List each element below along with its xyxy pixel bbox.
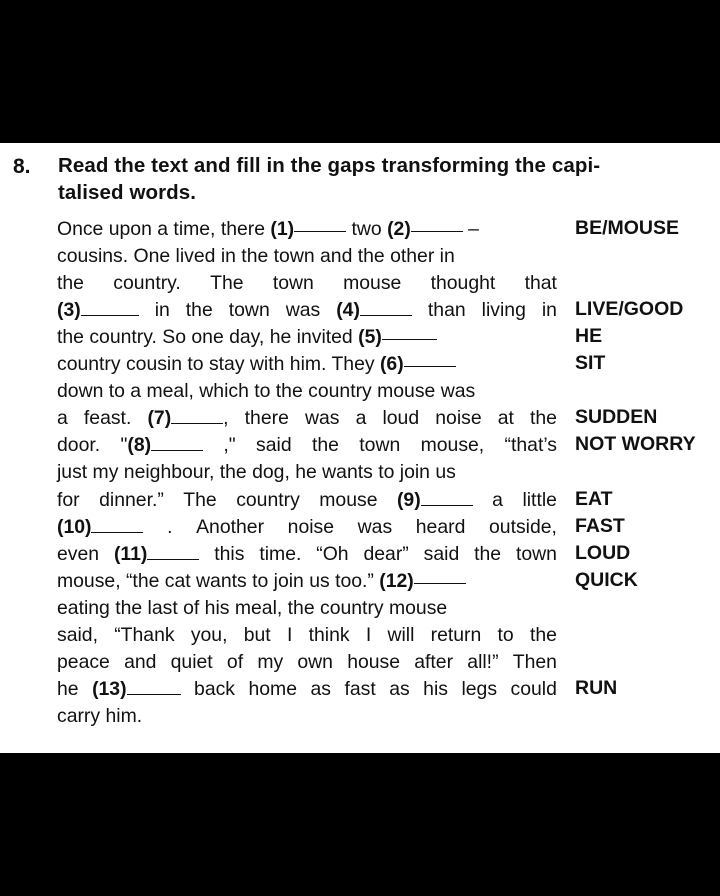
text-segment: return	[430, 623, 482, 646]
text-segment: door.	[57, 434, 101, 457]
word	[57, 297, 139, 323]
text-segment: a	[355, 407, 367, 430]
answer-blank[interactable]	[147, 544, 199, 560]
word	[387, 622, 414, 648]
text-segment: the	[474, 542, 502, 565]
text-segment: ,	[223, 407, 229, 430]
answer-blank[interactable]	[382, 324, 437, 340]
word	[288, 514, 334, 540]
gap-number: (7)	[147, 407, 172, 430]
text-segment: town	[515, 542, 557, 565]
word	[57, 405, 68, 431]
word	[416, 514, 466, 540]
text-line	[57, 459, 557, 485]
text-segment: there	[244, 407, 289, 430]
exercise-instruction	[58, 152, 708, 206]
exercise-number: 8.	[13, 155, 31, 178]
text-segment: I	[365, 623, 372, 646]
word	[359, 432, 400, 458]
gap-number: (5)	[358, 326, 382, 349]
word	[227, 649, 243, 675]
text-segment: town	[359, 434, 401, 457]
text-segment: was	[357, 515, 393, 538]
text-segment: –	[462, 218, 479, 240]
word	[287, 622, 292, 648]
word	[120, 432, 203, 458]
text-segment: was	[304, 407, 340, 430]
text-segment: dinner.”	[99, 488, 164, 511]
text-line	[57, 541, 557, 567]
text-segment: feast.	[83, 407, 132, 430]
text-segment: “Thank	[114, 623, 175, 646]
answer-blank[interactable]	[414, 568, 466, 584]
text-segment: the country. So one day, he invited	[57, 326, 359, 349]
text-segment: Then	[512, 650, 557, 673]
text-line	[57, 595, 557, 621]
text-segment: the	[529, 623, 557, 646]
word	[248, 676, 297, 702]
answer-blank[interactable]	[81, 300, 139, 316]
word	[343, 270, 401, 296]
instruction-line-2: talised words.	[58, 181, 197, 204]
word	[191, 622, 228, 648]
capitalised-word: NOT WORRY	[575, 433, 696, 456]
text-segment: as	[389, 677, 410, 700]
word	[305, 405, 339, 431]
text-line	[57, 216, 557, 242]
word	[312, 432, 339, 458]
text-segment: legs	[461, 677, 498, 700]
word	[273, 270, 314, 296]
text-segment: even	[57, 542, 100, 565]
text-segment: could	[510, 677, 557, 700]
word	[363, 541, 408, 567]
word	[99, 487, 164, 513]
word	[530, 405, 557, 431]
text-segment: The	[183, 488, 217, 511]
text-segment: mouse, “the cat wants to join us too.”	[57, 569, 380, 592]
word	[358, 514, 392, 540]
word	[428, 297, 466, 323]
text-segment: as	[310, 677, 331, 700]
text-segment: his	[423, 677, 448, 700]
word	[336, 297, 412, 323]
word	[516, 541, 557, 567]
word	[542, 297, 557, 323]
word	[57, 432, 100, 458]
text-segment: said,	[57, 623, 98, 646]
capitalised-word: LIVE/GOOD	[575, 298, 684, 321]
word	[155, 297, 170, 323]
word	[257, 649, 283, 675]
word	[498, 622, 514, 648]
text-line	[57, 324, 557, 350]
text-segment: mouse	[343, 272, 402, 295]
text-segment: eating the last of his meal, the country mouse	[57, 596, 448, 619]
word	[229, 297, 270, 323]
word	[513, 649, 557, 675]
word	[389, 676, 409, 702]
word	[511, 676, 557, 702]
text-segment: of	[226, 650, 244, 673]
word	[245, 405, 289, 431]
answer-blank[interactable]	[421, 490, 473, 506]
text-segment: will	[387, 623, 415, 646]
word	[57, 676, 79, 702]
text-segment: back	[194, 677, 235, 700]
text-segment: in	[154, 299, 170, 322]
text-segment: in	[541, 299, 557, 322]
answer-blank[interactable]	[294, 216, 346, 232]
text-segment: but	[243, 623, 271, 646]
word	[525, 270, 557, 296]
word	[492, 487, 503, 513]
text-segment: my	[257, 650, 284, 673]
text-line	[57, 649, 557, 675]
capitalised-word: SIT	[575, 352, 606, 375]
text-segment: noise	[435, 407, 482, 430]
word	[414, 649, 453, 675]
text-line	[57, 432, 557, 458]
word	[423, 676, 448, 702]
text-segment: town	[228, 299, 270, 322]
word	[530, 622, 557, 648]
word	[421, 432, 485, 458]
word	[382, 405, 419, 431]
text-segment: the	[311, 434, 339, 457]
gap-number: (4)	[336, 299, 360, 322]
text-segment: the	[530, 407, 557, 430]
text-segment: own	[297, 650, 333, 673]
text-segment: town	[272, 272, 314, 295]
word	[84, 405, 131, 431]
word	[114, 541, 199, 567]
text-segment: he	[57, 677, 79, 700]
text-segment: to	[497, 623, 514, 646]
answer-blank[interactable]	[404, 351, 456, 367]
word	[196, 514, 264, 540]
word	[505, 432, 557, 458]
word	[57, 514, 143, 540]
answer-blank[interactable]	[151, 435, 203, 451]
text-line	[57, 568, 557, 594]
text-segment: you,	[190, 623, 228, 646]
text-line	[57, 676, 557, 702]
word	[210, 270, 243, 296]
word	[57, 270, 84, 296]
text-line	[57, 622, 557, 648]
word	[92, 676, 180, 702]
text-segment: two	[346, 218, 388, 240]
text-segment: a	[57, 407, 68, 430]
gap-number: (6)	[379, 353, 404, 376]
word	[114, 622, 174, 648]
capitalised-word: BE/MOUSE	[575, 217, 680, 239]
text-segment: said	[423, 542, 460, 565]
text-segment: peace	[57, 650, 110, 673]
text-segment: down to a meal, which to the country mouse was	[57, 380, 476, 403]
text-segment: noise	[287, 515, 335, 538]
word	[57, 649, 110, 675]
text-line	[57, 297, 557, 323]
word	[236, 487, 300, 513]
word	[256, 432, 292, 458]
text-segment: dear”	[363, 542, 409, 565]
capitalised-word: LOUD	[575, 541, 631, 564]
word	[489, 514, 557, 540]
exercise-page	[0, 143, 720, 753]
word	[431, 270, 496, 296]
word	[366, 622, 371, 648]
word	[214, 541, 244, 567]
word	[297, 649, 333, 675]
word	[424, 541, 460, 567]
text-segment: a	[492, 488, 503, 511]
gap-number: (8)	[127, 434, 152, 457]
word	[431, 622, 482, 648]
text-segment: loud	[382, 407, 420, 430]
text-segment: country cousin to stay with him. They	[57, 353, 380, 376]
text-line	[57, 703, 557, 729]
gap-number: (11)	[113, 542, 148, 565]
text-line	[57, 351, 557, 377]
instruction-line-1: Read the text and fill in the gaps transforming the capi-	[58, 154, 601, 177]
answer-blank[interactable]	[411, 216, 463, 232]
capitalised-word: FAST	[575, 514, 625, 537]
text-segment: Once upon a time, there	[57, 218, 271, 240]
word	[310, 676, 330, 702]
text-line	[57, 378, 557, 404]
text-segment: mouse,	[420, 434, 485, 457]
word	[147, 405, 228, 431]
answer-blank[interactable]	[360, 300, 412, 316]
word	[461, 676, 497, 702]
text-segment: Another	[196, 515, 265, 538]
text-segment: “Oh	[316, 542, 349, 565]
text-segment: think	[308, 623, 350, 646]
answer-blank[interactable]	[91, 517, 143, 533]
text-segment: the	[57, 272, 84, 295]
text-segment: carry him.	[57, 704, 143, 727]
text-segment: fast	[344, 677, 376, 700]
gap-number: (3)	[57, 299, 81, 322]
gap-number: (9)	[396, 488, 421, 511]
text-segment: little	[522, 488, 557, 511]
capitalised-word: SUDDEN	[575, 406, 658, 429]
text-segment: this	[214, 542, 245, 565]
text-segment: just my neighbour, the dog, he wants to join us	[57, 461, 456, 484]
word	[435, 405, 481, 431]
text-segment: mouse	[319, 488, 378, 511]
word	[467, 649, 498, 675]
word	[356, 405, 367, 431]
text-line	[57, 405, 557, 431]
gap-number: (1)	[270, 218, 295, 240]
text-segment: all!”	[467, 650, 499, 673]
text-segment: home	[248, 677, 297, 700]
text-segment: the	[185, 299, 213, 322]
text-segment: cousins. One lived in the town and the other in	[57, 245, 455, 268]
word	[309, 622, 350, 648]
text-segment: heard	[415, 515, 466, 538]
capitalised-word: QUICK	[575, 568, 638, 591]
text-segment: for	[57, 488, 80, 511]
word	[194, 676, 235, 702]
word	[482, 297, 526, 323]
text-segment: said	[256, 434, 292, 457]
text-segment: ,"	[223, 434, 236, 457]
text-line	[57, 243, 557, 269]
text-segment: .	[167, 515, 173, 538]
text-segment: "	[120, 434, 128, 457]
text-line	[57, 487, 557, 513]
text-segment: house	[347, 650, 401, 673]
word	[286, 297, 320, 323]
text-segment: “that’s	[504, 434, 557, 457]
text-segment: I	[286, 623, 293, 646]
word	[397, 487, 473, 513]
word	[57, 541, 99, 567]
word	[498, 405, 514, 431]
text-segment: and	[124, 650, 157, 673]
text-segment: The	[210, 272, 244, 295]
text-segment: country	[236, 488, 300, 511]
word	[244, 622, 271, 648]
capitalised-word: RUN	[575, 676, 618, 699]
word	[316, 541, 348, 567]
text-segment: that	[524, 272, 557, 295]
word	[113, 270, 181, 296]
text-segment: at	[497, 407, 514, 430]
word	[347, 649, 400, 675]
word	[171, 649, 213, 675]
text-segment: thought	[430, 272, 496, 295]
text-segment: time.	[259, 542, 302, 565]
text-segment: outside,	[489, 515, 557, 538]
text-segment: quiet	[170, 650, 213, 673]
answer-blank[interactable]	[127, 679, 181, 695]
word	[167, 514, 172, 540]
word	[183, 487, 216, 513]
gap-number: (2)	[387, 218, 411, 240]
word	[223, 432, 235, 458]
capitalised-word: HE	[575, 325, 603, 348]
word	[57, 487, 80, 513]
word	[474, 541, 501, 567]
word	[186, 297, 213, 323]
text-segment: living	[481, 299, 526, 322]
text-segment: than	[427, 299, 466, 322]
capitalised-word: EAT	[575, 487, 613, 510]
word	[124, 649, 156, 675]
text-segment: after	[414, 650, 454, 673]
word	[259, 541, 301, 567]
text-line	[57, 514, 557, 540]
text-segment: was	[285, 299, 321, 322]
text-segment: country.	[113, 272, 181, 295]
word	[319, 487, 377, 513]
gap-number: (12)	[379, 569, 414, 592]
word	[344, 676, 375, 702]
gap-number: (10)	[57, 515, 92, 538]
text-line	[57, 270, 557, 296]
gap-number: (13)	[92, 677, 127, 700]
word	[57, 622, 98, 648]
word	[522, 487, 556, 513]
answer-blank[interactable]	[171, 408, 223, 424]
